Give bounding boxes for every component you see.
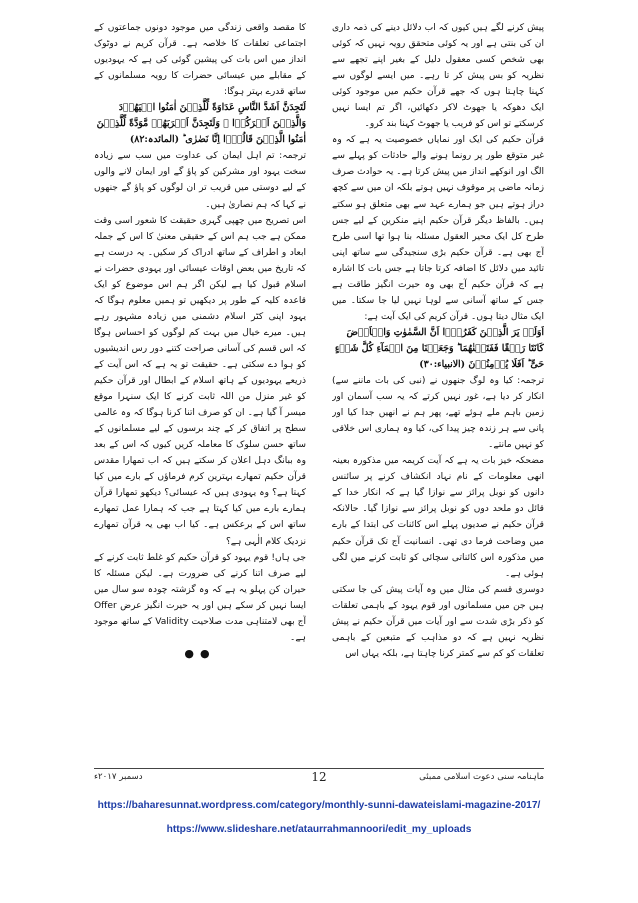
footer-divider [94, 768, 544, 769]
page-footer [94, 770, 544, 788]
left-column [94, 20, 306, 760]
quran-verse: اَوَلَمۡ یَرَ الَّذِیۡنَ کَفَرُوۡۤا اَنَّ السَّمٰوٰتِ وَالۡاَرۡضَ کَانَتَا رَتۡقًا فَفَتَقۡنٰهُمَا ؕ وَجَعَلۡنَا مِنَ الۡمَآءِ کُلَّ شَیۡءٍ حَیٍّ ؕ اَفَلَا یُؤۡمِنُوۡنَ (الانبیاء:۳۰) [334, 326, 544, 370]
paragraph: پیش کرنے لگے ہیں کیوں کہ اب دلائل دینے کی ذمہ داری ان کی بنتی ہے اور یہ کوئی متحقق رویہ نہیں کہ کوئی بھی شخص کسی معقول دلیل کے بغیر اپنے تجھے سے نظریہ کو بس پیش کر تا رہے۔ میں ایسے لوگوں سے کہنا چاہتا ہوں کہ جھے قرآن حکیم میں موجود کوئی ایک دھوکہ یا جھوٹ لاکر دکھائیں، اگر تم ایسا نہیں کرسکتے تو اس کو فریب یا جھوٹ کہنا بند کرو۔ [332, 23, 544, 130]
slideshare-link[interactable]: https://www.slideshare.net/ataurrahmannoori/edit_my_uploads [166, 824, 472, 835]
paragraph: جی ہاں! قوم یہود کو قرآن حکیم کو غلط ثابت کرنے کے لیے صرف اتنا کرنے کی ضرورت ہے۔ لیکن مسئلہ کا حیران کن پہلو یہ ہے کہ وہ گزشتہ چودہ سو سال میں ایسا نہیں کر سکے ہیں اور یہ حیرت انگیز عرض Offer آج بھی لامتناہی مدت صلاحیت Validity کے ساتھ موجود ہے۔ [94, 552, 306, 643]
journal-name: ماہنامہ سنی دعوت اسلامی ممبئی [419, 772, 544, 782]
right-column [332, 20, 544, 760]
paragraph: ترجمہ: تم اہل ایمان کی عداوت میں سب سے زیادہ سخت یہود اور مشرکین کو پاؤ گے اور ایمان لانے والوں کے لیے دوستی میں قریب تر ان لوگوں کو پاؤ گے جنھوں نے کہا کہ ہم نصاریٰ ہیں۔ [94, 151, 306, 210]
wordpress-link[interactable]: https://baharesunnat.wordpress.com/category/monthly-sunni-dawateislami-magazine-2017/ [97, 800, 541, 811]
paragraph: دوسری قسم کی مثال میں وہ آیات پیش کی جا سکتی ہیں جن میں مسلمانوں اور قوم یہود کے باہمی تعلقات کو ذکر بڑی شدت سے اور آیات میں قرآن حکیم نے پیش نظریہ نہیں ہے کہ دو مذاہب کے متبعین کے باہمی تعلقات کو کم سے کمتر کرنا چاہتا ہے، بلکہ یہاں اس [332, 584, 544, 659]
paragraph: ترجمہ: کیا وہ لوگ جنھوں نے (نبی کی بات ماننے سے) انکار کر دیا ہے، غور نہیں کرتے کہ یہ سب آسمان اور زمین باہم ملے ہوئے تھے، پھر ہم نے انھیں جدا کیا اور پانی سے ہر زندہ چیز پیدا کی، کیا وہ ہماری اس خلاقی کو نہیں مانتے۔ [332, 376, 544, 451]
page-number: 12 [311, 770, 327, 784]
paragraph: اس تصریح میں چھپی گہری حقیقت کا شعور اسی وقت ممکن ہے جب ہم اس کے حقیقی معنیٰ کا اس کے جملہ ابعاد و اطراف کے ساتھ ادراک کر سکیں۔ یہ درست ہے کہ تاریخ میں بعض اوقات عیسائی اور یہودی حضرات نے اسلام قبول کیا ہے لیکن اگر ہم اس موضوع کو ایک قاعدہ کلیہ کے طور پر دیکھیں تو ہمیں معلوم ہوگا کہ یہود اپنی کٹر اسلام دشمنی میں زیادہ مشہور رہے ہیں۔ میرے خیال میں بہت کم لوگوں کو احساس ہوگا کہ اس قسم کی آسانی صراحت کتنے دور رس اندیشیوں کو ہوا دے سکتی ہے۔ حقیقت تو یہ ہے کہ اس آیت کے ذریعے یہودیوں کے ہاتھ اسلام کے ابطال اور قرآن حکیم کو غیر منزل من اللہ ثابت کرنے کا ایک سنہرا موقع میسر آ گیا ہے۔ ان کو صرف اتنا کرنا ہوگا کہ وہ عالمی سطح پر اتفاق کر کے چند برسوں کے لیے مسلمانوں کے ساتھ حسن سلوک کا معاملہ کریں کیوں کہ اس کے بعد وہ ببانگ دہل اعلان کر سکتے ہیں کہ اب تمھارا مقدس قرآن حکیم تمھارے بہترین کرم فرماؤں کے بارے میں کیا کہتا ہے؟ وہ یہودی ہیں کہ عیسائی؟ دیکھو تمھارا قرآن ہمارے بارے میں کیا کہتا ہے جب کہ ہمارا عمل تمھارے ساتھ اس کے برعکس ہے۔ کیا اب بھی یہ قرآن تمھارے نزدیک کلام الٰہی ہے؟ [94, 215, 306, 547]
text-columns [94, 20, 544, 760]
paragraph: مضحکہ خیز بات یہ ہے کہ آیت کریمہ میں مذکورہ بعینہ انھی معلومات کے نام نہاد انکشاف کرنے پر سائنس دانوں کو نوبل پرائز سے نوازا گیا ہے کہ انکار خدا کے قائل دو ملحد دوں کو نوبل پرائز سے نوازا گیا۔ حالانکہ قرآن حکیم نے صدیوں پہلے اس کائنات کی ابتدا کے بارے میں وضاحت فرما دی تھی۔ انسانیت آج تک قرآن حکیم میں مذکورہ اس کائناتی سچائی کو ثابت کرنے میں لگی ہوئی ہے۔ [332, 456, 544, 579]
quran-verse: لَتَجِدَنَّ اَشَدَّ النَّاسِ عَدَاوَةً لِّلَّذِیۡنَ اٰمَنُوا الۡیَهُوۡدَ وَالَّذِیۡنَ اَشۡرَکُوۡا ۚ وَلَتَجِدَنَّ اَقۡرَبَهُمۡ مَّوَدَّةً لِّلَّذِیۡنَ اٰمَنُوا الَّذِیۡنَ قَالُوۡۤا اِنَّا نَصٰرٰی ؕ (المائدہ:۸۲) [96, 102, 306, 146]
paragraph: قرآن حکیم کی ایک اور نمایاں خصوصیت یہ ہے کہ وہ غیر متوقع طور پر رونما ہونے والے حادثات کو پہلے سے الگ اور انوکھے انداز میں پیش کرتا ہے۔ یہ حوادث صرف زمانہ ماضی پر موقوف نہیں ہوتے بلکہ ان میں سے کچھ دراز ہوتے ہیں جو ہمارے عہد سے بھی متعلق ہو سکتے ہیں۔ بالفاظ دیگر قرآن حکیم اپنے منکرین کے لیے جس طرح کل ایک محیر العقول مسئلہ بنا ہوا تھا اسی طرح آج بھی ہے۔ قرآن حکیم بڑی سنجیدگی سے ساتھ اپنی تائید میں دلائل کا اضافہ کرتا جاتا ہے جس بات کا اشارہ ہے کہ قرآن حکیم آج بھی وہ حیرت انگیز طاقت ہے جس کے ساتھ آسانی سے لوہا نہیں لیا جا سکتا۔ میں ایک مثال دیتا ہوں۔ قرآن کریم کی ایک آیت ہے: [332, 135, 544, 322]
paragraph: کا مقصد واقعی زندگی میں موجود دونوں جماعتوں کے اجتماعی تعلقات کا خلاصہ ہے۔ قرآن کریم نے دوٹوک انداز میں اس بات کی پیشین گوئی کی ہے کہ یہودیوں کے مقابلے میں عیسائی حضرات کا رویہ مسلمانوں کے ساتھ قدرے بہتر ہوگا: [94, 23, 306, 98]
end-of-article-mark: ●● [184, 646, 216, 660]
issue-date: دسمبر ۲۰۱۷ء [94, 772, 143, 782]
